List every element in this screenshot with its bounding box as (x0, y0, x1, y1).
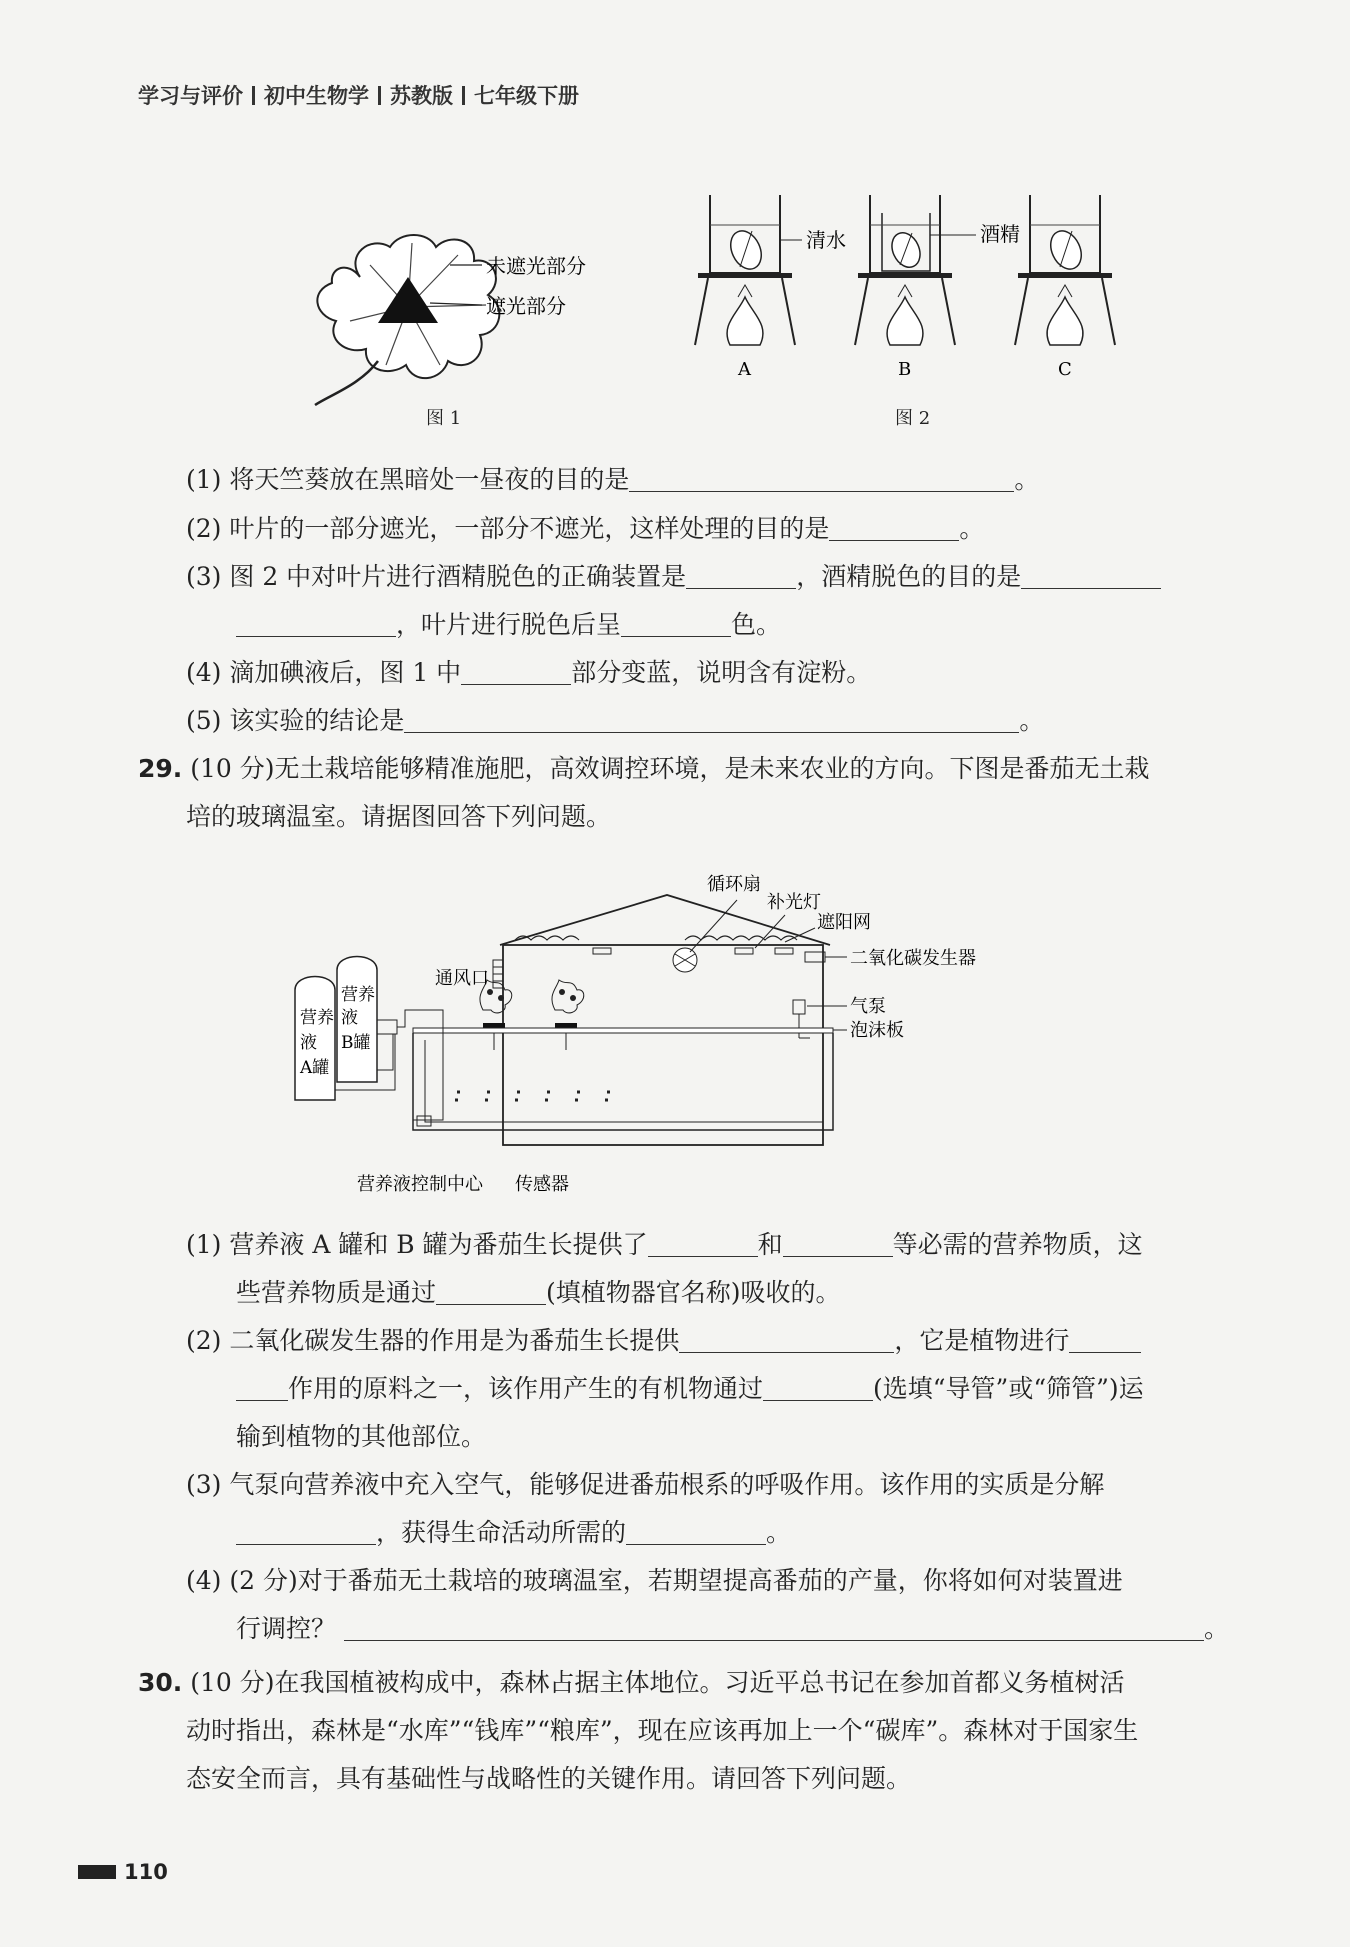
co2-generator (805, 952, 825, 962)
q29-part3-cont: ，获得生命活动所需的 。 (236, 1518, 791, 1548)
figure1-caption: 图 1 (426, 408, 462, 429)
label-foam-board: 泡沫板 (850, 1020, 904, 1041)
q28-part3-cont: ，叶片进行脱色后呈 色。 (236, 610, 781, 640)
solution-bubbles (455, 1092, 610, 1100)
label-tank-a: 营养 (300, 1008, 334, 1028)
blank[interactable] (236, 1376, 288, 1401)
q29-part1-cont: 些营养物质是通过 (填植物器官名称)吸收的。 (236, 1278, 841, 1307)
blank[interactable] (686, 564, 796, 589)
header-grade: 七年级下册 (474, 84, 579, 108)
page-marker (78, 1865, 116, 1879)
blank[interactable] (763, 1376, 873, 1401)
blank[interactable] (629, 467, 1014, 492)
label-vent: 通风口 (435, 968, 489, 989)
label-sensor: 传感器 (515, 1174, 569, 1195)
figure1-leaf-diagram (290, 225, 610, 425)
label-tank-b: 液 (341, 1008, 358, 1028)
question-number: 29. (138, 754, 183, 783)
header-subject: 初中生物学 (264, 84, 369, 108)
blank[interactable] (236, 612, 396, 637)
blank[interactable] (436, 1280, 546, 1305)
setup-label-c: C (1058, 359, 1072, 380)
header-divider (378, 86, 381, 105)
greenhouse-diagram (300, 860, 1035, 1200)
label-control-center: 营养液控制中心 (357, 1174, 483, 1195)
grow-light (593, 948, 611, 954)
label-alcohol: 酒精 (980, 222, 1020, 246)
q30-intro: 30. (10 分)在我国植被构成中，森林占据主体地位。习近平总书记在参加首都义务植树活 (138, 1668, 1125, 1697)
label-grow-light: 补光灯 (767, 892, 821, 913)
label-shaded: 遮光部分 (486, 294, 566, 318)
grow-light (775, 948, 793, 954)
blank[interactable] (621, 612, 731, 637)
header-divider (462, 86, 465, 105)
blank[interactable] (829, 516, 959, 541)
q29-part4-cont: 行调控？ 。 (236, 1614, 1229, 1643)
sensor (417, 1116, 431, 1126)
page-header (138, 80, 579, 110)
label-air-pump: 气泵 (850, 996, 886, 1017)
q29-intro: 29. (10 分)无土栽培能够精准施肥，高效调控环境，是未来农业的方向。下图是番茄无土栽 (138, 754, 1150, 783)
q29-part2-cont2: 输到植物的其他部位。 (236, 1422, 487, 1451)
q28-part2: (2) 叶片的一部分遮光，一部分不遮光，这样处理的目的是 。 (186, 514, 985, 543)
q29-part2: (2) 二氧化碳发生器的作用是为番茄生长提供 ，它是植物进行 (186, 1326, 1141, 1356)
blank[interactable] (461, 660, 571, 685)
label-co2-generator: 二氧化碳发生器 (850, 948, 976, 969)
setup-label-a: A (738, 359, 751, 380)
blank[interactable] (626, 1520, 766, 1545)
tomato-plant (552, 980, 584, 1050)
q28-part3: (3) 图 2 中对叶片进行酒精脱色的正确装置是 ，酒精脱色的目的是 (186, 562, 1161, 592)
tomato-plant (480, 980, 512, 1050)
label-tank-a: 液 (300, 1033, 317, 1053)
figure2-beaker-setups (690, 185, 1140, 385)
setup-label-b: B (898, 359, 912, 380)
shade-net (515, 936, 797, 940)
blank[interactable] (648, 1232, 758, 1257)
page-number: 110 (124, 1860, 168, 1884)
blank[interactable] (1069, 1328, 1141, 1353)
header-edition: 苏教版 (390, 84, 453, 108)
setup-c (1015, 195, 1115, 345)
blank[interactable] (679, 1328, 894, 1353)
label-tank-a: A罐 (300, 1058, 330, 1078)
q28-part5: (5) 该实验的结论是 。 (186, 706, 1045, 735)
label-tank-b: 营养 (341, 985, 375, 1005)
q28-part4: (4) 滴加碘液后，图 1 中 部分变蓝，说明含有淀粉。 (186, 658, 872, 687)
label-unshaded: 未遮光部分 (486, 254, 586, 278)
leaf-petiole (315, 361, 378, 405)
q29-part3: (3) 气泵向营养液中充入空气，能够促进番茄根系的呼吸作用。该作用的实质是分解 (186, 1470, 1105, 1499)
foam-board (413, 1028, 833, 1033)
q29-part4: (4) (2 分)对于番茄无土栽培的玻璃温室，若期望提高番茄的产量，你将如何对装置进 (186, 1566, 1123, 1595)
blank[interactable] (404, 708, 1019, 733)
setup-a (695, 195, 795, 345)
q30-intro-cont2: 态安全而言，具有基础性与战略性的关键作用。请回答下列问题。 (186, 1764, 912, 1793)
label-tank-b: B罐 (341, 1033, 371, 1053)
label-water: 清水 (806, 228, 846, 252)
q28-part1: (1) 将天竺葵放在黑暗处一昼夜的目的是 。 (186, 465, 1040, 494)
greenhouse-wall (503, 945, 823, 1145)
label-fan: 循环扇 (707, 874, 761, 895)
q30-intro-cont: 动时指出，森林是“水库”“钱库”“粮库”，现在应该再加上一个“碳库”。森林对于国家生 (186, 1716, 1139, 1745)
q29-intro-cont: 培的玻璃温室。请据图回答下列问题。 (186, 802, 612, 831)
header-series: 学习与评价 (138, 84, 243, 108)
figure2-caption: 图 2 (895, 408, 931, 429)
nutrient-tank (413, 1033, 833, 1130)
q29-part1: (1) 营养液 A 罐和 B 罐为番茄生长提供了 和 等必需的营养物质，这 (186, 1230, 1143, 1259)
blank[interactable] (236, 1520, 376, 1545)
blank[interactable] (344, 1616, 1204, 1641)
air-pump (793, 1000, 805, 1014)
blank[interactable] (783, 1232, 893, 1257)
question-number: 30. (138, 1668, 183, 1697)
setup-b (855, 195, 955, 345)
page-footer (78, 1860, 168, 1884)
grow-light (735, 948, 753, 954)
label-shade-net: 遮阳网 (817, 912, 871, 933)
blank[interactable] (1021, 564, 1161, 589)
q29-part2-cont: 作用的原料之一，该作用产生的有机物通过 (选填“导管”或“筛管”)运 (236, 1374, 1144, 1404)
header-divider (252, 86, 255, 105)
control-center (377, 1020, 397, 1034)
